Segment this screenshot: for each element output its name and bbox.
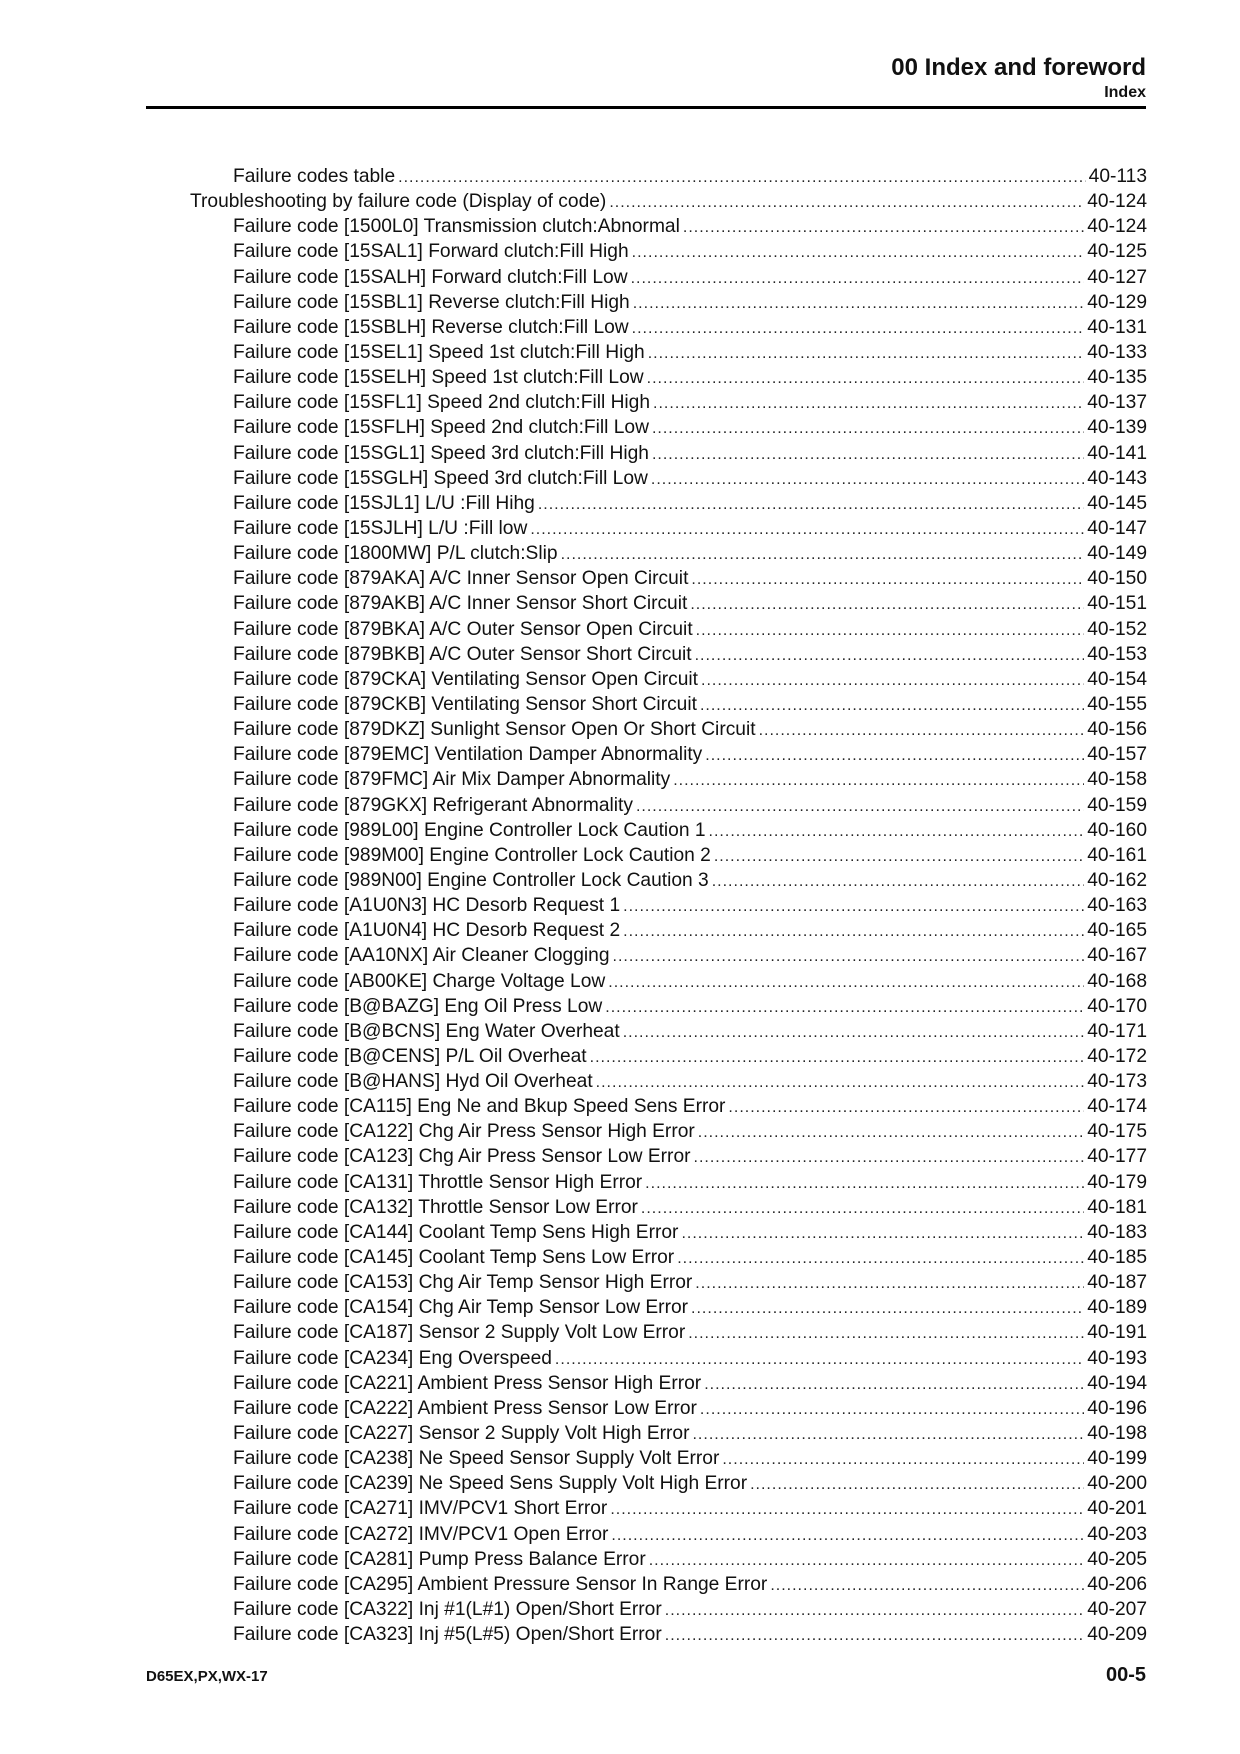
entry-page: 40-165 xyxy=(1087,920,1147,942)
dot-leader xyxy=(632,240,1085,265)
entry-title: Failure code [879BKA] A/C Outer Sensor Open Circuit xyxy=(233,618,693,640)
dot-leader xyxy=(677,1246,1084,1271)
index-entry[interactable] xyxy=(190,742,1147,767)
entry-title: Failure code [989L00] Engine Controller Lock Caution 1 xyxy=(233,819,706,841)
dot-leader xyxy=(633,291,1085,316)
index-entry[interactable] xyxy=(190,1144,1147,1169)
dot-leader xyxy=(750,1472,1084,1497)
dot-leader xyxy=(694,1145,1085,1170)
entry-title: Failure code [B@HANS] Hyd Oil Overheat xyxy=(233,1071,593,1093)
entry-page: 40-201 xyxy=(1087,1498,1147,1520)
section-title: 00 Index and foreword xyxy=(891,54,1146,81)
entry-title: Failure code [879AKB] A/C Inner Sensor Short Circuit xyxy=(233,593,688,615)
entry-page: 40-170 xyxy=(1087,995,1147,1017)
dot-leader xyxy=(647,366,1085,391)
entry-page: 40-193 xyxy=(1087,1347,1147,1369)
entry-title: Failure code [15SFLH] Speed 2nd clutch:Fill Low xyxy=(233,417,649,439)
entry-title: Failure code [CA281] Pump Press Balance Error xyxy=(233,1548,646,1570)
entry-page: 40-206 xyxy=(1087,1573,1147,1595)
dot-leader xyxy=(561,542,1085,567)
entry-page: 40-159 xyxy=(1087,794,1147,816)
entry-title: Failure code [B@BCNS] Eng Water Overheat xyxy=(233,1020,620,1042)
entry-title: Failure code [CA123] Chg Air Press Sensor Low Error xyxy=(233,1146,691,1168)
index-entry[interactable] xyxy=(190,1547,1147,1572)
entry-title: Failure code [15SEL1] Speed 1st clutch:Fill High xyxy=(233,341,645,363)
dot-leader xyxy=(530,517,1084,542)
index-entry[interactable] xyxy=(190,1572,1147,1597)
entry-page: 40-143 xyxy=(1087,467,1147,489)
dot-leader xyxy=(632,316,1085,341)
dot-leader xyxy=(665,1623,1085,1648)
entry-title: Failure code [CA227] Sensor 2 Supply Volt High Error xyxy=(233,1423,690,1445)
entry-page: 40-113 xyxy=(1088,166,1147,187)
index-entry[interactable] xyxy=(190,1471,1147,1496)
index-entry[interactable] xyxy=(190,1496,1147,1521)
entry-title: Failure code [CA323] Inj #5(L#5) Open/Short Error xyxy=(233,1624,662,1646)
entry-page: 40-135 xyxy=(1087,367,1147,389)
entry-title: Failure code [CA115] Eng Ne and Bkup Speed Sens Error xyxy=(233,1096,726,1118)
index-entry[interactable] xyxy=(190,1069,1147,1094)
entry-title: Failure code [879DKZ] Sunlight Sensor Open Or Short Circuit xyxy=(233,719,756,741)
index-entry[interactable] xyxy=(190,516,1147,541)
entry-title: Failure code [CA153] Chg Air Temp Sensor High Error xyxy=(233,1272,693,1294)
dot-leader xyxy=(701,668,1084,693)
entry-page: 40-162 xyxy=(1087,869,1147,891)
index-entry[interactable] xyxy=(190,1622,1147,1647)
entry-title: Failure code [CA132] Throttle Sensor Low Error xyxy=(233,1196,638,1218)
index-entry[interactable] xyxy=(190,893,1147,918)
entry-page: 40-151 xyxy=(1087,593,1147,615)
dot-leader xyxy=(759,718,1085,743)
section-subtitle: Index xyxy=(1104,84,1146,101)
entry-page: 40-181 xyxy=(1087,1196,1147,1218)
index-entry[interactable] xyxy=(190,1094,1147,1119)
entry-page: 40-173 xyxy=(1087,1071,1147,1093)
index-entry[interactable] xyxy=(190,415,1147,440)
index-entry[interactable] xyxy=(190,868,1147,893)
entry-page: 40-167 xyxy=(1087,945,1147,967)
header-rule xyxy=(146,106,1146,109)
dot-leader xyxy=(636,794,1084,819)
dot-leader xyxy=(596,1070,1085,1095)
entry-page: 40-171 xyxy=(1087,1020,1147,1042)
entry-title: Failure code [CA271] IMV/PCV1 Short Error xyxy=(233,1498,608,1520)
entry-title: Failure code [A1U0N3] HC Desorb Request 1 xyxy=(233,895,621,917)
entry-page: 40-194 xyxy=(1087,1372,1147,1394)
entry-title: Failure code [989N00] Engine Controller Lock Caution 3 xyxy=(233,869,709,891)
entry-page: 40-205 xyxy=(1087,1548,1147,1570)
index-entry[interactable] xyxy=(190,767,1147,792)
index-entry[interactable] xyxy=(190,667,1147,692)
dot-leader xyxy=(623,894,1084,919)
index-entry[interactable] xyxy=(190,340,1147,365)
entry-page: 40-163 xyxy=(1087,895,1147,917)
entry-title: Failure code [CA122] Chg Air Press Sensor High Error xyxy=(233,1121,695,1143)
dot-leader xyxy=(705,743,1084,768)
index-entry[interactable] xyxy=(190,390,1147,415)
entry-page: 40-147 xyxy=(1087,517,1147,539)
entry-title: Failure code [1800MW] P/L clutch:Slip xyxy=(233,543,558,565)
entry-page: 40-191 xyxy=(1087,1322,1147,1344)
dot-leader xyxy=(398,165,1086,190)
dot-leader xyxy=(590,1045,1085,1070)
entry-title: Failure code [879BKB] A/C Outer Sensor Short Circuit xyxy=(233,643,692,665)
index-entry[interactable] xyxy=(190,365,1147,390)
index-entry[interactable] xyxy=(190,1396,1147,1421)
entry-page: 40-152 xyxy=(1087,618,1147,640)
entry-title: Failure code [15SAL1] Forward clutch:Fill High xyxy=(233,241,629,263)
dot-leader xyxy=(704,1372,1084,1397)
entry-title: Failure code [879AKA] A/C Inner Sensor Open Circuit xyxy=(233,568,689,590)
entry-title: Failure code [B@BAZG] Eng Oil Press Low xyxy=(233,995,603,1017)
entry-title: Failure code [1500L0] Transmission clutch:Abnormal xyxy=(233,216,680,238)
entry-page: 40-177 xyxy=(1087,1146,1147,1168)
entry-page: 40-154 xyxy=(1087,668,1147,690)
entry-title: Failure code [879GKX] Refrigerant Abnormality xyxy=(233,794,633,816)
dot-leader xyxy=(653,391,1084,416)
entry-title: Failure code [CA145] Coolant Temp Sens Low Error xyxy=(233,1247,675,1269)
dot-leader xyxy=(652,416,1084,441)
dot-leader xyxy=(700,693,1084,718)
entry-title: Failure code [CA131] Throttle Sensor High Error xyxy=(233,1171,643,1193)
entry-page: 40-137 xyxy=(1087,392,1147,414)
index-entry[interactable] xyxy=(190,1119,1147,1144)
dot-leader xyxy=(709,819,1085,844)
entry-page: 40-124 xyxy=(1087,216,1147,238)
dot-leader xyxy=(691,567,1084,592)
index-entry[interactable] xyxy=(190,1270,1147,1295)
entry-title: Failure code [15SGLH] Speed 3rd clutch:Fill Low xyxy=(233,467,648,489)
index-entry[interactable] xyxy=(190,441,1147,466)
dot-leader xyxy=(649,1548,1085,1573)
dot-leader xyxy=(608,970,1084,995)
dot-leader xyxy=(673,768,1084,793)
index-entry[interactable] xyxy=(190,466,1147,491)
dot-leader xyxy=(696,618,1085,643)
dot-leader xyxy=(610,1497,1084,1522)
dot-leader xyxy=(688,1321,1084,1346)
entry-page: 40-183 xyxy=(1087,1221,1147,1243)
entry-page: 40-127 xyxy=(1087,266,1147,288)
entry-page: 40-153 xyxy=(1087,643,1147,665)
dot-leader xyxy=(645,1171,1084,1196)
dot-leader xyxy=(683,215,1084,240)
entry-page: 40-198 xyxy=(1087,1423,1147,1445)
entry-page: 40-149 xyxy=(1087,543,1147,565)
index-entry[interactable] xyxy=(190,1044,1147,1069)
index-entry[interactable] xyxy=(190,189,1147,214)
index-entry[interactable] xyxy=(190,969,1147,994)
index-entry[interactable] xyxy=(190,541,1147,566)
entry-page: 40-179 xyxy=(1087,1171,1147,1193)
index-entry[interactable] xyxy=(190,491,1147,516)
index-entry[interactable] xyxy=(190,315,1147,340)
entry-page: 40-172 xyxy=(1087,1045,1147,1067)
entry-title: Failure code [15SGL1] Speed 3rd clutch:Fill High xyxy=(233,442,649,464)
entry-title: Failure codes table xyxy=(233,166,396,187)
entry-title: Failure code [B@CENS] P/L Oil Overheat xyxy=(233,1045,587,1067)
index-entry[interactable] xyxy=(190,214,1147,239)
entry-page: 40-175 xyxy=(1087,1121,1147,1143)
entry-title: Failure code [879EMC] Ventilation Damper Abnormality xyxy=(233,744,703,766)
dot-leader xyxy=(555,1347,1084,1372)
entry-page: 40-131 xyxy=(1087,316,1147,338)
entry-page: 40-200 xyxy=(1087,1473,1147,1495)
entry-title: Failure code [15SBL1] Reverse clutch:Fill High xyxy=(233,291,630,313)
entry-title: Failure code [CA154] Chg Air Temp Sensor Low Error xyxy=(233,1297,689,1319)
dot-leader xyxy=(681,1221,1084,1246)
entry-title: Failure code [879CKB] Ventilating Sensor Short Circuit xyxy=(233,693,697,715)
index-entry[interactable] xyxy=(190,1371,1147,1396)
dot-leader xyxy=(652,442,1084,467)
entry-title: Failure code [879CKA] Ventilating Sensor Open Circuit xyxy=(233,668,699,690)
index-entry[interactable] xyxy=(190,843,1147,868)
dot-leader xyxy=(714,844,1084,869)
dot-leader xyxy=(690,592,1084,617)
page-number: 00-5 xyxy=(1105,1664,1146,1686)
index-entry[interactable] xyxy=(190,1295,1147,1320)
index-entry[interactable] xyxy=(190,1597,1147,1622)
entry-title: Failure code [15SELH] Speed 1st clutch:Fill Low xyxy=(233,367,644,389)
dot-leader xyxy=(613,944,1085,969)
index-entry[interactable] xyxy=(190,692,1147,717)
dot-leader xyxy=(712,869,1085,894)
dot-leader xyxy=(623,1020,1085,1045)
index-entry[interactable] xyxy=(190,265,1147,290)
dot-leader xyxy=(605,995,1084,1020)
entry-page: 40-199 xyxy=(1087,1448,1147,1470)
index-entry[interactable] xyxy=(190,1019,1147,1044)
index-list xyxy=(190,164,1147,1647)
entry-page: 40-157 xyxy=(1087,744,1147,766)
entry-page: 40-203 xyxy=(1087,1523,1147,1545)
entry-title: Failure code [CA187] Sensor 2 Supply Volt Low Error xyxy=(233,1322,686,1344)
index-entry[interactable] xyxy=(190,793,1147,818)
dot-leader xyxy=(695,643,1085,668)
dot-leader xyxy=(651,467,1084,492)
entry-page: 40-150 xyxy=(1087,568,1147,590)
entry-title: Failure code [A1U0N4] HC Desorb Request 2 xyxy=(233,920,621,942)
dot-leader xyxy=(538,492,1084,517)
dot-leader xyxy=(770,1573,1084,1598)
dot-leader xyxy=(695,1271,1084,1296)
index-entry[interactable] xyxy=(190,164,1147,189)
index-entry[interactable] xyxy=(190,1421,1147,1446)
entry-page: 40-129 xyxy=(1087,291,1147,313)
index-entry[interactable] xyxy=(190,717,1147,742)
dot-leader xyxy=(648,341,1085,366)
entry-page: 40-209 xyxy=(1087,1624,1147,1646)
dot-leader xyxy=(728,1095,1084,1120)
entry-title: Failure code [989M00] Engine Controller Lock Caution 2 xyxy=(233,844,711,866)
index-entry[interactable] xyxy=(190,239,1147,264)
index-entry[interactable] xyxy=(190,642,1147,667)
entry-page: 40-207 xyxy=(1087,1599,1147,1621)
index-entry[interactable] xyxy=(190,1195,1147,1220)
dot-leader xyxy=(700,1397,1084,1422)
entry-title: Failure code [15SJLH] L/U :Fill low xyxy=(233,517,528,539)
index-entry[interactable] xyxy=(190,818,1147,843)
entry-title: Failure code [CA222] Ambient Press Sensor Low Error xyxy=(233,1397,697,1419)
dot-leader xyxy=(691,1296,1084,1321)
index-entry[interactable] xyxy=(190,1220,1147,1245)
entry-title: Failure code [AA10NX] Air Cleaner Clogging xyxy=(233,945,610,967)
entry-title: Failure code [879FMC] Air Mix Damper Abnormality xyxy=(233,769,671,791)
dot-leader xyxy=(631,266,1085,291)
entry-title: Failure code [15SALH] Forward clutch:Fill Low xyxy=(233,266,628,288)
entry-page: 40-161 xyxy=(1087,844,1147,866)
entry-title: Troubleshooting by failure code (Display of code) xyxy=(190,191,607,213)
index-entry[interactable] xyxy=(190,918,1147,943)
entry-title: Failure code [15SJL1] L/U :Fill Hihg xyxy=(233,492,535,514)
entry-page: 40-174 xyxy=(1087,1096,1147,1118)
dot-leader xyxy=(623,919,1084,944)
entry-page: 40-160 xyxy=(1087,819,1147,841)
dot-leader xyxy=(641,1196,1084,1221)
entry-page: 40-185 xyxy=(1087,1247,1147,1269)
entry-title: Failure code [15SFL1] Speed 2nd clutch:Fill High xyxy=(233,392,651,414)
index-entry[interactable] xyxy=(190,1346,1147,1371)
entry-title: Failure code [CA295] Ambient Pressure Sensor In Range Error xyxy=(233,1573,768,1595)
entry-page: 40-187 xyxy=(1087,1272,1147,1294)
entry-title: Failure code [15SBLH] Reverse clutch:Fill Low xyxy=(233,316,629,338)
dot-leader xyxy=(692,1422,1084,1447)
entry-page: 40-124 xyxy=(1087,191,1147,213)
entry-page: 40-125 xyxy=(1087,241,1147,263)
entry-page: 40-189 xyxy=(1087,1297,1147,1319)
entry-page: 40-145 xyxy=(1087,492,1147,514)
dot-leader xyxy=(722,1447,1084,1472)
index-entry[interactable] xyxy=(190,617,1147,642)
entry-title: Failure code [CA238] Ne Speed Sensor Supply Volt Error xyxy=(233,1448,720,1470)
entry-title: Failure code [CA272] IMV/PCV1 Open Error xyxy=(233,1523,609,1545)
index-entry[interactable] xyxy=(190,591,1147,616)
index-entry[interactable] xyxy=(190,290,1147,315)
index-entry[interactable] xyxy=(190,1522,1147,1547)
entry-page: 40-158 xyxy=(1087,769,1147,791)
entry-title: Failure code [AB00KE] Charge Voltage Low xyxy=(233,970,606,992)
entry-title: Failure code [CA239] Ne Speed Sens Supply Volt High Error xyxy=(233,1473,748,1495)
entry-page: 40-196 xyxy=(1087,1397,1147,1419)
index-entry[interactable] xyxy=(190,1320,1147,1345)
index-entry[interactable] xyxy=(190,1446,1147,1471)
index-entry[interactable] xyxy=(190,943,1147,968)
dot-leader xyxy=(609,190,1084,215)
index-entry[interactable] xyxy=(190,994,1147,1019)
entry-title: Failure code [CA221] Ambient Press Sensor High Error xyxy=(233,1372,702,1394)
entry-title: Failure code [CA322] Inj #1(L#1) Open/Short Error xyxy=(233,1599,662,1621)
dot-leader xyxy=(665,1598,1085,1623)
entry-title: Failure code [CA234] Eng Overspeed xyxy=(233,1347,552,1369)
entry-page: 40-139 xyxy=(1087,417,1147,439)
entry-title: Failure code [CA144] Coolant Temp Sens High Error xyxy=(233,1221,679,1243)
index-entry[interactable] xyxy=(190,1245,1147,1270)
entry-page: 40-168 xyxy=(1087,970,1147,992)
index-entry[interactable] xyxy=(190,566,1147,591)
dot-leader xyxy=(698,1120,1084,1145)
model-label: D65EX,PX,WX-17 xyxy=(146,1668,268,1685)
entry-page: 40-156 xyxy=(1087,719,1147,741)
index-entry[interactable] xyxy=(190,1170,1147,1195)
entry-page: 40-155 xyxy=(1087,693,1147,715)
entry-page: 40-141 xyxy=(1087,442,1147,464)
entry-page: 40-133 xyxy=(1087,341,1147,363)
dot-leader xyxy=(611,1523,1084,1548)
